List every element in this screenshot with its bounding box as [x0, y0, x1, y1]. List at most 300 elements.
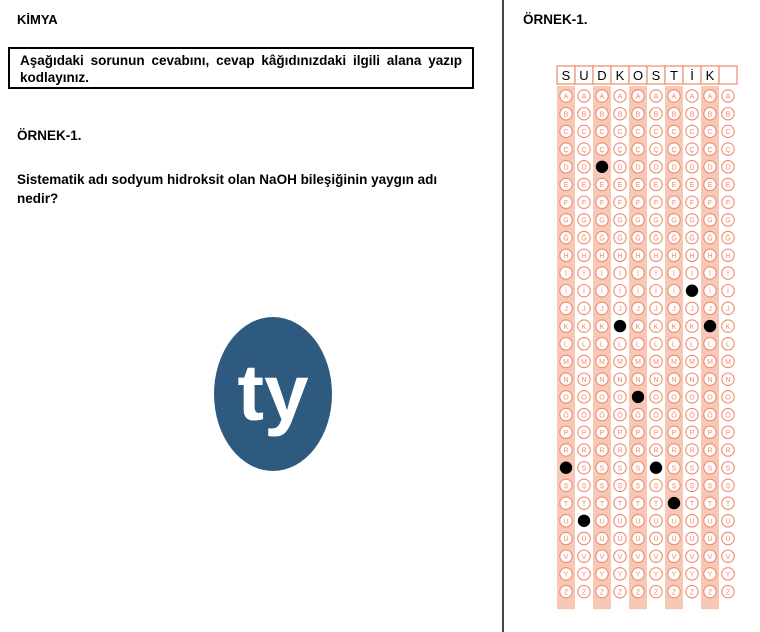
- bubble-letter: E: [689, 182, 695, 190]
- bubble-letter: P: [689, 430, 695, 437]
- bubble-letter: I: [637, 270, 639, 278]
- bubble-letter: H: [689, 253, 695, 260]
- letter-box-char: K: [705, 68, 715, 83]
- bubble-letter: Y: [671, 571, 677, 579]
- bubble-letter: E: [581, 182, 587, 190]
- bubble-letter: H: [599, 253, 605, 260]
- bubble-letter: M: [581, 359, 587, 367]
- bubble-letter: C: [599, 129, 605, 137]
- bubble-letter: Ü: [671, 536, 677, 544]
- bubble-letter: L: [654, 341, 658, 349]
- bubble-letter: T: [653, 500, 659, 508]
- bubble-letter: A: [635, 93, 641, 101]
- ty-logo: [213, 316, 333, 472]
- bubble-letter: İ: [709, 288, 711, 296]
- bubble-letter: R: [581, 447, 587, 455]
- bubble-letter: A: [671, 93, 677, 101]
- bubble-letter: R: [725, 447, 731, 455]
- bubble-letter: N: [725, 376, 731, 384]
- bubble-letter: P: [671, 430, 677, 437]
- bubble-letter: G: [617, 217, 623, 225]
- bubble-letter: T: [689, 500, 695, 508]
- bubble-letter: İ: [583, 288, 585, 296]
- bubble-letter: Ğ: [581, 235, 587, 243]
- instruction-box: Aşağıdaki sorunun cevabını, cevap kâğıdınızdaki ilgili alana yazıp kodlayınız.: [8, 47, 474, 89]
- bubble-letter: Ç: [671, 146, 677, 154]
- bubble-letter: K: [581, 323, 587, 331]
- bubble-letter: Ş: [617, 483, 623, 491]
- bubble-letter: C: [671, 129, 677, 137]
- bubble-letter: Ü: [581, 536, 587, 544]
- bubble-letter: J: [672, 306, 676, 314]
- bubble-letter: Ü: [707, 536, 713, 544]
- bubble-letter: B: [617, 111, 623, 119]
- bubble-letter: İ: [565, 288, 567, 296]
- bubble-letter: I: [727, 270, 729, 278]
- bubble-letter: V: [725, 553, 731, 561]
- bubble-letter: B: [635, 111, 641, 119]
- optical-answer-sheet: [553, 62, 739, 612]
- bubble-letter: E: [725, 182, 731, 190]
- bubble-letter: R: [671, 447, 677, 455]
- bubble-letter: U: [635, 518, 641, 526]
- bubble-letter: Z: [707, 589, 713, 597]
- bubble-letter: Ü: [617, 536, 623, 544]
- bubble-letter: V: [617, 553, 623, 561]
- bubble-letter: Ğ: [707, 235, 713, 243]
- bubble-letter: J: [726, 306, 730, 314]
- bubble-letter: Y: [653, 571, 659, 579]
- bubble-letter: T: [599, 500, 605, 508]
- bubble-letter: C: [653, 129, 659, 137]
- bubble-letter: D: [689, 164, 695, 172]
- bubble-letter: H: [671, 253, 677, 260]
- bubble-letter: R: [707, 447, 713, 455]
- bubble-letter: Ö: [689, 412, 695, 420]
- bubble-letter: U: [617, 518, 623, 526]
- bubble-letter: R: [635, 447, 641, 455]
- bubble-letter: Ç: [599, 146, 605, 154]
- bubble-letter: Z: [563, 589, 569, 597]
- example-label-left: ÖRNEK-1.: [17, 128, 82, 143]
- bubble-letter: F: [563, 199, 569, 207]
- letter-box-char: D: [597, 68, 607, 83]
- bubble-letter: E: [617, 182, 623, 190]
- bubble-letter: Ğ: [635, 235, 641, 243]
- bubble-letter: K: [599, 323, 605, 331]
- bubble-letter: K: [671, 323, 677, 331]
- bubble-letter: V: [599, 553, 605, 561]
- bubble-letter: Ğ: [689, 235, 695, 243]
- filled-bubble: [560, 462, 572, 474]
- bubble-letter: D: [581, 164, 587, 172]
- bubble-letter: V: [635, 553, 641, 561]
- bubble-letter: Ö: [563, 412, 569, 420]
- bubble-letter: U: [671, 518, 677, 526]
- bubble-letter: S: [707, 465, 713, 473]
- bubble-letter: D: [671, 164, 677, 172]
- bubble-letter: C: [563, 129, 569, 137]
- bubble-letter: Ş: [707, 483, 713, 491]
- bubble-letter: C: [617, 129, 623, 137]
- bubble-letter: Z: [581, 589, 587, 597]
- bubble-letter: O: [707, 394, 713, 402]
- bubble-letter: D: [563, 164, 569, 172]
- bubble-letter: D: [725, 164, 731, 172]
- bubble-letter: K: [725, 323, 731, 331]
- bubble-letter: Ü: [635, 536, 641, 544]
- filled-bubble: [668, 497, 680, 509]
- bubble-letter: Ş: [689, 483, 695, 491]
- bubble-letter: U: [707, 518, 713, 526]
- bubble-letter: B: [653, 111, 659, 119]
- bubble-letter: H: [725, 253, 731, 260]
- bubble-letter: O: [689, 394, 695, 402]
- bubble-letter: J: [564, 306, 568, 314]
- bubble-letter: D: [707, 164, 713, 172]
- logo-text: ty: [237, 348, 309, 437]
- bubble-letter: N: [653, 376, 659, 384]
- bubble-letter: E: [707, 182, 713, 190]
- bubble-letter: M: [725, 359, 731, 367]
- bubble-letter: V: [689, 553, 695, 561]
- bubble-letter: Z: [725, 589, 731, 597]
- bubble-letter: O: [581, 394, 587, 402]
- filled-bubble: [632, 391, 644, 403]
- column-divider: [502, 0, 504, 632]
- bubble-letter: I: [655, 270, 657, 278]
- bubble-letter: Y: [617, 571, 623, 579]
- bubble-letter: Ü: [653, 536, 659, 544]
- bubble-letter: F: [617, 199, 623, 207]
- bubble-letter: J: [690, 306, 694, 314]
- bubble-letter: A: [617, 93, 623, 101]
- bubble-letter: Ş: [563, 483, 569, 491]
- bubble-letter: R: [563, 447, 569, 455]
- bubble-letter: M: [689, 359, 695, 367]
- bubble-letter: C: [635, 129, 641, 137]
- bubble-letter: M: [635, 359, 641, 367]
- bubble-letter: J: [636, 306, 640, 314]
- bubble-letter: F: [599, 199, 605, 207]
- bubble-letter: J: [600, 306, 604, 314]
- bubble-letter: O: [563, 394, 569, 402]
- bubble-letter: I: [601, 270, 603, 278]
- bubble-letter: V: [563, 553, 569, 561]
- bubble-letter: L: [636, 341, 640, 349]
- bubble-letter: G: [599, 217, 605, 225]
- bubble-letter: F: [707, 199, 713, 207]
- bubble-letter: Z: [617, 589, 623, 597]
- bubble-letter: Ğ: [617, 235, 623, 243]
- bubble-letter: U: [725, 518, 731, 526]
- bubble-letter: L: [564, 341, 568, 349]
- bubble-letter: S: [581, 465, 587, 473]
- bubble-letter: Ç: [617, 146, 623, 154]
- bubble-letter: İ: [727, 288, 729, 296]
- bubble-letter: İ: [601, 288, 603, 296]
- bubble-letter: Ğ: [653, 235, 659, 243]
- bubble-letter: Ş: [653, 483, 659, 491]
- bubble-letter: İ: [655, 288, 657, 296]
- bubble-letter: V: [653, 553, 659, 561]
- bubble-letter: Ş: [725, 483, 731, 491]
- bubble-letter: M: [707, 359, 713, 367]
- bubble-letter: P: [707, 430, 713, 437]
- bubble-letter: F: [635, 199, 641, 207]
- bubble-letter: O: [671, 394, 677, 402]
- bubble-letter: R: [599, 447, 605, 455]
- letter-box: [719, 66, 737, 84]
- bubble-letter: U: [653, 518, 659, 526]
- bubble-letter: H: [581, 253, 587, 260]
- bubble-letter: D: [653, 164, 659, 172]
- bubble-letter: U: [599, 518, 605, 526]
- bubble-letter: O: [725, 394, 731, 402]
- bubble-letter: Z: [599, 589, 605, 597]
- bubble-letter: Ö: [707, 412, 713, 420]
- bubble-letter: Ç: [563, 146, 569, 154]
- bubble-letter: S: [671, 465, 677, 473]
- bubble-letter: G: [671, 217, 677, 225]
- bubble-letter: S: [689, 465, 695, 473]
- bubble-letter: B: [581, 111, 587, 119]
- bubble-letter: A: [707, 93, 713, 101]
- bubble-letter: I: [619, 270, 621, 278]
- bubble-letter: K: [653, 323, 659, 331]
- bubble-letter: P: [563, 430, 569, 437]
- bubble-letter: O: [617, 394, 623, 402]
- bubble-letter: D: [635, 164, 641, 172]
- bubble-letter: Ç: [653, 146, 659, 154]
- bubble-letter: İ: [673, 288, 675, 296]
- bubble-letter: K: [563, 323, 569, 331]
- bubble-letter: H: [653, 253, 659, 260]
- bubble-letter: Ü: [725, 536, 731, 544]
- letter-box-char: U: [579, 68, 589, 83]
- bubble-letter: C: [689, 129, 695, 137]
- bubble-letter: I: [673, 270, 675, 278]
- bubble-letter: İ: [619, 288, 621, 296]
- bubble-letter: N: [563, 376, 569, 384]
- bubble-letter: N: [617, 376, 623, 384]
- bubble-letter: N: [707, 376, 713, 384]
- bubble-letter: M: [563, 359, 569, 367]
- bubble-letter: T: [581, 500, 587, 508]
- bubble-letter: F: [671, 199, 677, 207]
- filled-bubble: [704, 320, 716, 332]
- bubble-letter: Ü: [689, 536, 695, 544]
- bubble-letter: P: [617, 430, 623, 437]
- bubble-letter: B: [725, 111, 731, 119]
- bubble-letter: Y: [581, 571, 587, 579]
- bubble-letter: Ö: [635, 412, 641, 420]
- bubble-letter: S: [617, 465, 623, 473]
- bubble-letter: D: [617, 164, 623, 172]
- bubble-letter: N: [635, 376, 641, 384]
- bubble-letter: O: [653, 394, 659, 402]
- bubble-letter: L: [690, 341, 694, 349]
- bubble-letter: I: [709, 270, 711, 278]
- bubble-letter: E: [671, 182, 677, 190]
- bubble-letter: Ğ: [563, 235, 569, 243]
- bubble-letter: Y: [599, 571, 605, 579]
- bubble-letter: K: [689, 323, 695, 331]
- example-label-right: ÖRNEK-1.: [523, 12, 588, 27]
- bubble-letter: Ğ: [671, 235, 677, 243]
- bubble-letter: L: [600, 341, 604, 349]
- bubble-letter: E: [653, 182, 659, 190]
- bubble-letter: Ü: [563, 536, 569, 544]
- bubble-letter: P: [653, 430, 659, 437]
- bubble-letter: H: [563, 253, 569, 260]
- bubble-letter: E: [635, 182, 641, 190]
- bubble-letter: F: [653, 199, 659, 207]
- bubble-letter: B: [563, 111, 569, 119]
- bubble-letter: G: [563, 217, 569, 225]
- bubble-letter: H: [617, 253, 623, 260]
- bubble-letter: Z: [653, 589, 659, 597]
- bubble-letter: C: [725, 129, 731, 137]
- letter-box-char: İ: [690, 68, 694, 83]
- bubble-letter: Ş: [599, 483, 605, 491]
- bubble-letter: F: [689, 199, 695, 207]
- bubble-letter: N: [599, 376, 605, 384]
- bubble-letter: İ: [637, 288, 639, 296]
- bubble-letter: Z: [689, 589, 695, 597]
- bubble-letter: G: [653, 217, 659, 225]
- subject-title: KİMYA: [17, 12, 58, 27]
- bubble-letter: Ö: [617, 412, 623, 420]
- bubble-letter: G: [635, 217, 641, 225]
- bubble-letter: I: [565, 270, 567, 278]
- bubble-letter: P: [581, 430, 587, 437]
- bubble-letter: B: [689, 111, 695, 119]
- bubble-letter: Y: [635, 571, 641, 579]
- bubble-letter: J: [582, 306, 586, 314]
- bubble-letter: A: [725, 93, 731, 101]
- bubble-letter: C: [707, 129, 713, 137]
- bubble-letter: S: [725, 465, 731, 473]
- bubble-letter: Ş: [581, 483, 587, 491]
- bubble-letter: Ö: [725, 412, 731, 420]
- bubble-letter: Y: [689, 571, 695, 579]
- bubble-letter: T: [725, 500, 731, 508]
- bubble-letter: Y: [707, 571, 713, 579]
- bubble-letter: G: [689, 217, 695, 225]
- bubble-letter: B: [707, 111, 713, 119]
- bubble-letter: O: [599, 394, 605, 402]
- bubble-letter: M: [653, 359, 659, 367]
- question-text: Sistematik adı sodyum hidroksit olan NaOH bileşiğinin yaygın adı nedir?: [17, 172, 438, 206]
- bubble-letter: H: [635, 253, 641, 260]
- bubble-letter: M: [617, 359, 623, 367]
- bubble-letter: S: [635, 465, 641, 473]
- bubble-letter: L: [582, 341, 586, 349]
- bubble-letter: C: [581, 129, 587, 137]
- bubble-letter: G: [707, 217, 713, 225]
- bubble-letter: N: [671, 376, 677, 384]
- bubble-letter: S: [599, 465, 605, 473]
- bubble-letter: B: [671, 111, 677, 119]
- bubble-letter: Ç: [725, 146, 731, 154]
- bubble-letter: Ğ: [599, 235, 605, 243]
- bubble-letter: Ğ: [725, 235, 731, 243]
- bubble-letter: Z: [635, 589, 641, 597]
- bubble-letter: V: [671, 553, 677, 561]
- bubble-letter: F: [725, 199, 731, 207]
- bubble-letter: Y: [563, 571, 569, 579]
- letter-box-char: T: [670, 68, 678, 83]
- bubble-letter: T: [635, 500, 641, 508]
- bubble-letter: I: [583, 270, 585, 278]
- bubble-letter: A: [563, 93, 569, 101]
- bubble-letter: Ö: [581, 412, 587, 420]
- bubble-letter: H: [707, 253, 713, 260]
- bubble-letter: G: [725, 217, 731, 225]
- bubble-letter: P: [725, 430, 731, 437]
- bubble-letter: R: [689, 447, 695, 455]
- bubble-letter: Ç: [581, 146, 587, 154]
- bubble-letter: Ç: [707, 146, 713, 154]
- bubble-letter: E: [563, 182, 569, 190]
- letter-box-char: S: [651, 68, 661, 83]
- bubble-letter: I: [691, 270, 693, 278]
- filled-bubble: [578, 515, 590, 527]
- bubble-letter: R: [617, 447, 623, 455]
- bubble-letter: J: [654, 306, 658, 314]
- bubble-letter: Ş: [671, 483, 677, 491]
- bubble-letter: L: [618, 341, 622, 349]
- bubble-letter: P: [635, 430, 641, 437]
- bubble-letter: V: [707, 553, 713, 561]
- bubble-letter: M: [671, 359, 677, 367]
- bubble-letter: L: [672, 341, 676, 349]
- bubble-letter: A: [581, 93, 587, 101]
- letter-box-char: O: [632, 68, 644, 83]
- bubble-letter: V: [581, 553, 587, 561]
- bubble-letter: Ç: [689, 146, 695, 154]
- letter-box-char: K: [615, 68, 625, 83]
- bubble-letter: J: [618, 306, 622, 314]
- bubble-letter: J: [708, 306, 712, 314]
- filled-bubble: [650, 462, 662, 474]
- bubble-letter: P: [599, 430, 605, 437]
- bubble-letter: N: [581, 376, 587, 384]
- bubble-letter: U: [563, 518, 569, 526]
- bubble-letter: L: [726, 341, 730, 349]
- bubble-letter: E: [599, 182, 605, 190]
- bubble-letter: A: [653, 93, 659, 101]
- bubble-letter: A: [689, 93, 695, 101]
- bubble-letter: Z: [671, 589, 677, 597]
- bubble-letter: M: [599, 359, 605, 367]
- bubble-letter: T: [707, 500, 713, 508]
- bubble-letter: B: [599, 111, 605, 119]
- bubble-letter: A: [599, 93, 605, 101]
- letter-box-char: S: [561, 68, 571, 83]
- bubble-letter: Ö: [671, 412, 677, 420]
- bubble-letter: Ş: [635, 483, 641, 491]
- bubble-letter: R: [653, 447, 659, 455]
- filled-bubble: [596, 161, 608, 173]
- bubble-letter: T: [563, 500, 569, 508]
- bubble-letter: K: [635, 323, 641, 331]
- bubble-letter: Ü: [599, 536, 605, 544]
- bubble-letter: Ö: [599, 412, 605, 420]
- bubble-letter: N: [689, 376, 695, 384]
- bubble-letter: L: [708, 341, 712, 349]
